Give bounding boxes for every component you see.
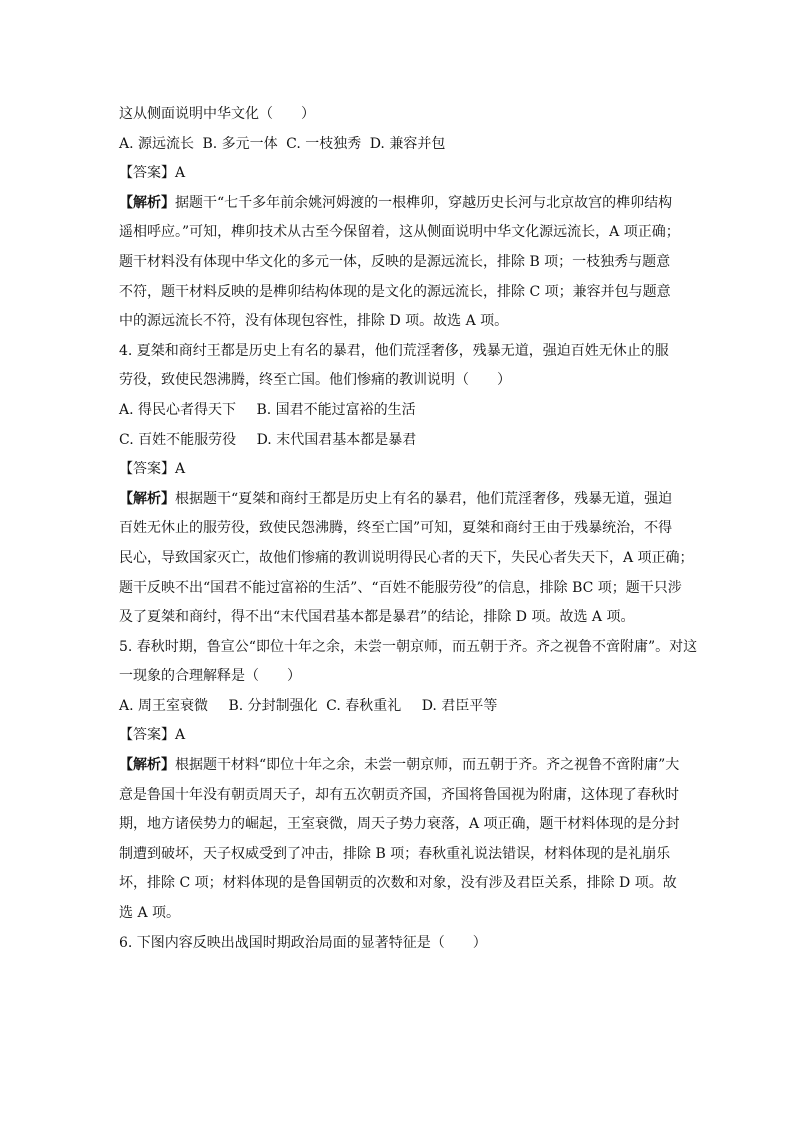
q4-analysis-line-4: 题干反映不出“国君不能过富裕的生活”、“百姓不能服劳役”的信息，排除 BC 项；题干只涉 bbox=[119, 579, 682, 596]
q5-analysis-line-1 bbox=[119, 751, 679, 781]
q4-option-d: D. 末代国君基本都是暴君 bbox=[256, 431, 417, 448]
q4-option-b: B. 国君不能过富裕的生活 bbox=[256, 401, 416, 418]
document-page bbox=[119, 100, 698, 958]
q5-analysis-line-5: 坏，排除 C 项；材料体现的是鲁国朝贡的次数和对象，没有涉及君臣关系，排除 D 项。故 bbox=[119, 875, 677, 892]
q5-analysis-text: 根据题干材料“即位十年之余，未尝一朝京师，而五朝于齐。齐之视鲁不啻附庸”大 bbox=[175, 757, 680, 774]
q3-option-d: D. 兼容并包 bbox=[369, 135, 446, 152]
q5-option-c: C. 春秋重礼 bbox=[326, 697, 402, 714]
q6-stem: 6. 下图内容反映出战国时期政治局面的显著特征是（ ） bbox=[119, 934, 487, 951]
q4-analysis-line-2: 百姓无休止的服劳役，致使民怨沸腾，终至亡国”可知，夏桀和商纣王由于残暴统治，不得 bbox=[119, 520, 673, 537]
q4-analysis-line-3: 民心，导致国家灭亡，故他们惨痛的教训说明得民心者的天下，失民心者失天下，A 项正确； bbox=[119, 549, 694, 566]
q3-answer: 【答案】A bbox=[119, 165, 186, 182]
q5-option-a: A. 周王室衰微 bbox=[119, 697, 209, 714]
q5-analysis-line-6: 选 A 项。 bbox=[119, 905, 181, 922]
q5-stem-line-1: 5. 春秋时期，鲁宣公“即位十年之余，未尝一朝京师，而五朝于齐。齐之视鲁不啻附庸”。对这 bbox=[119, 638, 698, 655]
q3-analysis-line-3: 题干材料没有体现中华文化的多元一体，反映的是源远流长，排除 B 项；一枝独秀与题意 bbox=[119, 253, 671, 270]
q5-options bbox=[119, 692, 679, 722]
q3-analysis-text: 据题干“七千多年前余姚河姆渡的一根榫卯，穿越历史长河与北京故宫的榫卯结构 bbox=[175, 194, 673, 211]
q5-option-b: B. 分封制强化 bbox=[228, 697, 318, 714]
q5-analysis-tag: 【解析】 bbox=[119, 757, 175, 774]
q4-option-a: A. 得民心者得天下 bbox=[119, 401, 237, 418]
q4-option-c: C. 百姓不能服劳役 bbox=[119, 431, 237, 448]
q4-analysis-line-5: 及了夏桀和商纣，得不出“末代国君基本都是暴君”的结论，排除 D 项。故选 A 项。 bbox=[119, 609, 635, 626]
q5-analysis-line-3: 期，地方诸侯势力的崛起，王室衰微，周天子势力衰落，A 项正确，题干材料体现的是分封 bbox=[119, 816, 680, 833]
q4-answer: 【答案】A bbox=[119, 461, 186, 478]
q4-options-row-2 bbox=[119, 426, 679, 456]
q3-analysis-line-1 bbox=[119, 189, 679, 219]
q4-stem-line-2: 劳役，致使民怨沸腾，终至亡国。他们惨痛的教训说明（ ） bbox=[119, 372, 511, 389]
q4-analysis-text: 根据题干“夏桀和商纣王都是历史上有名的暴君，他们荒淫奢侈，残暴无道，强迫 bbox=[175, 490, 673, 507]
q3-options bbox=[119, 130, 679, 160]
q4-stem-line-1: 4. 夏桀和商纣王都是历史上有名的暴君，他们荒淫奢侈，残暴无道，强迫百姓无休止的服 bbox=[119, 342, 669, 359]
q3-analysis-line-4: 不符，题干材料反映的是榫卯结构体现的是文化的源远流长，排除 C 项；兼容并包与题意 bbox=[119, 283, 671, 300]
q5-analysis-line-2: 意是鲁国十年没有朝贡周天子，却有五次朝贡齐国，齐国将鲁国视为附庸，这体现了春秋时 bbox=[119, 786, 679, 803]
q3-analysis-tag: 【解析】 bbox=[119, 194, 175, 211]
q3-option-a: A. 源远流长 bbox=[119, 135, 195, 152]
q5-option-d: D. 君臣平等 bbox=[421, 697, 498, 714]
q5-analysis-line-4: 制遭到破坏，天子权威受到了冲击，排除 B 项；春秋重礼说法错误，材料体现的是礼崩乐 bbox=[119, 845, 671, 862]
q3-analysis-line-2: 遥相呼应。”可知，榫卯技术从古至今保留着，这从侧面说明中华文化源远流长，A 项正确； bbox=[119, 224, 680, 241]
q3-option-c: C. 一枝独秀 bbox=[286, 135, 362, 152]
q3-analysis-line-5: 中的源远流长不符，没有体现包容性，排除 D 项。故选 A 项。 bbox=[119, 313, 509, 330]
q3-option-b: B. 多元一体 bbox=[202, 135, 278, 152]
q5-stem-line-2: 一现象的合理解释是（ ） bbox=[119, 668, 301, 685]
q4-analysis-line-1 bbox=[119, 485, 679, 515]
q5-answer: 【答案】A bbox=[119, 727, 186, 744]
q4-options-row-1 bbox=[119, 396, 679, 426]
q4-analysis-tag: 【解析】 bbox=[119, 490, 175, 507]
q3-stem-end: 这从侧面说明中华文化（ ） bbox=[119, 106, 315, 122]
